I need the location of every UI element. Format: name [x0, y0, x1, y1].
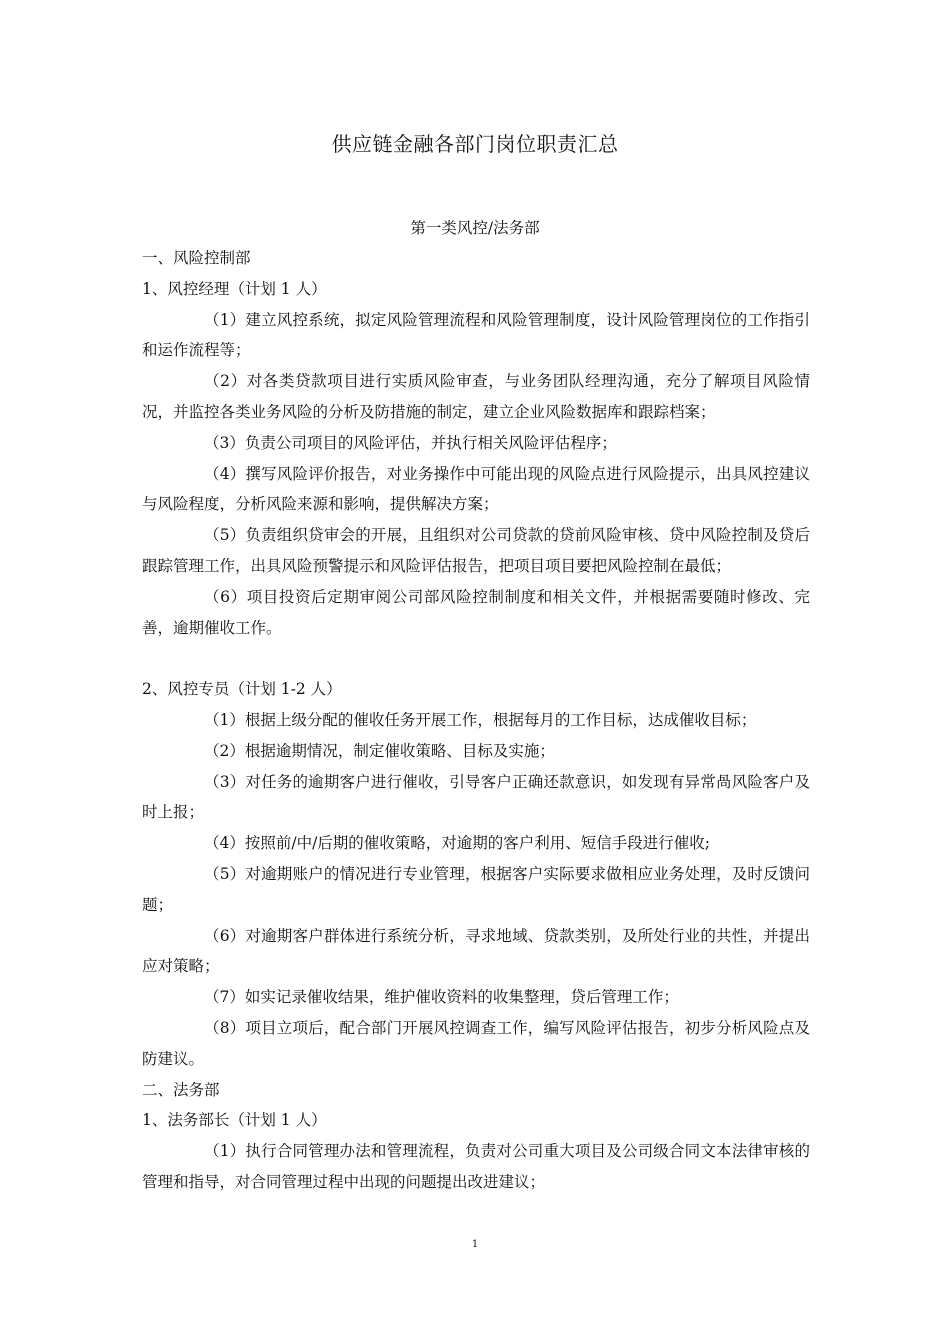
duty-item: （3）负责公司项目的风险评估，并执行相关风险评估程序； [204, 433, 617, 452]
role-heading-legal-head: 1、法务部长（计划 1 人） [142, 1111, 327, 1130]
duty-item: （1）建立风控系统，拟定风险管理流程和风险管理制度，设计风险管理岗位的工作指引和运作流程等； [142, 310, 810, 360]
duty-item: （2）对各类贷款项目进行实质风险审查，与业务团队经理沟通，充分了解项目风险情况，并监控各类业务风险的分析及防措施的制定，建立企业风险数据库和跟踪档案； [142, 372, 810, 421]
duty-item: （5）对逾期账户的情况进行专业管理，根据客户实际要求做相应业务处理，及时反馈问题； [142, 864, 810, 914]
duty-item: （8）项目立项后，配合部门开展风控调查工作，编写风险评估报告，初步分析风险点及防建议。 [142, 1018, 810, 1068]
duty-item: （4）撰写风险评价报告，对业务操作中可能出现的风险点进行风险提示，出具风控建议与风险程度，分析风险来源和影响，提供解决方案； [142, 464, 810, 514]
duty-item: （1）执行合同管理办法和管理流程，负责对公司重大项目及公司级合同文本法律审核的管理和指导，对合同管理过程中出现的问题提出改进建议； [142, 1142, 810, 1191]
duty-item: （3）对任务的逾期客户进行催收，引导客户正确还款意识，如发现有异常咼风险客户及时上报； [142, 772, 810, 822]
duty-item: （4）按照前/中/后期的催收策略，对逾期的客户利用、短信手段进行催收; [204, 834, 711, 853]
role-heading-risk-manager: 1、风控经理（计划 1 人） [142, 279, 327, 298]
page-number: 1 [471, 1239, 479, 1250]
role-heading-risk-specialist: 2、风控专员（计划 1-2 人） [142, 680, 342, 699]
blank-line [142, 643, 810, 674]
duty-item: （6）项目投资后定期审阅公司部风险控制制度和相关文件，并根据需要随时修改、完善，逾期催收工作。 [142, 587, 810, 637]
section-heading-legal: 二、法务部 [142, 1080, 220, 1099]
duty-item: （1）根据上级分配的催收任务开展工作，根据每月的工作目标，达成催收目标； [204, 710, 757, 729]
document-body [142, 243, 810, 1198]
duty-item: （5）负责组织贷审会的开展，且组织对公司贷款的贷前风险审核、贷中风险控制及贷后跟踪管理工作，出具风险预警提示和风险评估报告，把项目项目要把风险控制在最低； [142, 526, 810, 575]
duty-item: （6）对逾期客户群体进行系统分析，寻求地域、贷款类别，及所处行业的共性，并提出应对策略； [142, 926, 810, 976]
document-title: 供应链金融各部门岗位职责汇总 [331, 132, 619, 156]
section-heading-risk: 一、风险控制部 [142, 249, 251, 267]
duty-item: （2）根据逾期情况，制定催收策略、目标及实施； [204, 741, 555, 760]
category-heading: 第一类风控/法务部 [410, 219, 540, 237]
duty-item: （7）如实记录催收结果，维护催收资料的收集整理，贷后管理工作； [204, 988, 679, 1007]
